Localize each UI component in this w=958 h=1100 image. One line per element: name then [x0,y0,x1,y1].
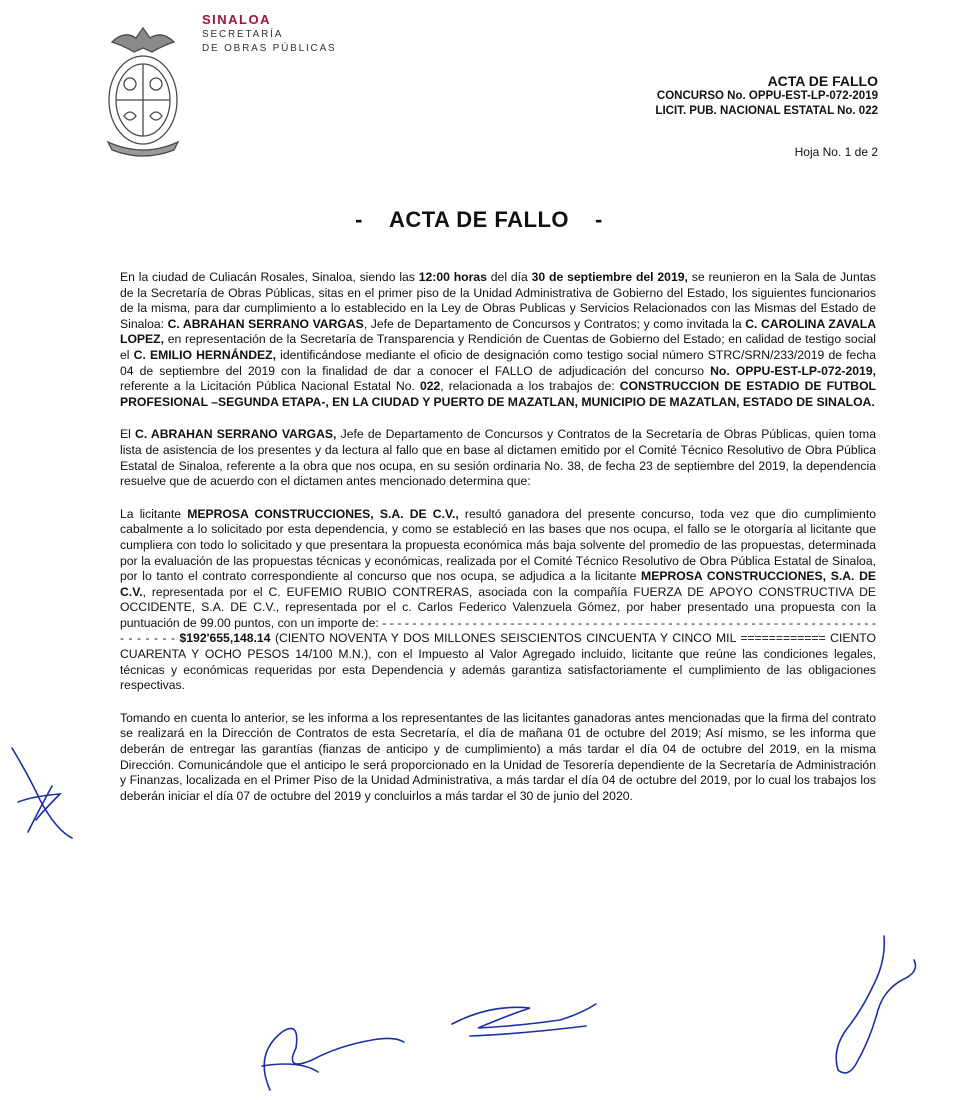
page-number: Hoja No. 1 de 2 [794,145,878,159]
text-bold: MEPROSA CONSTRUCCIONES, S.A. DE C.V. [120,569,876,599]
text-run: , representada por el C. EUFEMIO RUBIO CONTRERAS, asociada con la compañía FUERZA DE APOYO CONSTRUCTIVA DE OCCIDENTE, S.A. DE C.V., representada por el c. Carlos Federico Valenzuela Gómez, por haber presentado una propuesta con la puntuación de 99.00 puntos, con un importe de: - - - - - - - - - - - - - - - - - - - - - - - - - - - - - - - - - - - - - - - - - - - - - - - - - - - - - - - - - - - - - - - - - - - - - - - - - [120,584,876,646]
text-run: La licitante [120,506,188,521]
text-bold: CONSTRUCCION DE ESTADIO DE FUTBOL PROFESIONAL –SEGUNDA ETAPA-, EN LA CIUDAD Y PUERTO DE MAZATLAN, MUNICIPIO DE MAZATLAN, ESTADO DE SINALOA. [120,379,876,409]
secretariat-line-2: DE OBRAS PÚBLICAS [202,43,337,54]
text-run: El [120,427,136,442]
signature-bottom-left [262,1028,404,1090]
text-run: (CIENTO NOVENTA Y DOS MILLONES SEISCIENTOS CINCUENTA Y CINCO MIL ============ CIENTO CUARENTA Y OCHO PESOS 14/100 M.N.), con el Impuesto al Valor Agregado incluido, licitante que reúne las condiciones legales, técnicas y económicas requeridas por esta Dependencia y además garantiza satisfactoriamente el cumplimiento de las obligaciones respectivas. [120,631,876,693]
award-amount: $192'655,148.14 [179,631,271,646]
text-run: identificándose mediante el oficio de designación como testigo social número STRC/SRN/233/2019 de fecha 04 de septiembre del 2019 con la finalidad de dar a conocer el FALLO de adjudicación del concurso [120,347,876,378]
doc-type: ACTA DE FALLO [767,73,878,89]
title-text: ACTA DE FALLO [388,207,570,232]
text-bold: MEPROSA CONSTRUCCIONES, S.A. DE C.V., [187,506,459,521]
text-bold: No. OPPU-EST-LP-072-2019, [710,363,876,378]
paragraph-opening [120,270,876,410]
state-name: SINALOA [202,12,271,27]
text-run: del día [486,270,532,284]
text-bold: 12:00 horas [418,270,487,284]
title-dash-right: - [595,207,603,232]
text-run: En la ciudad de Culiacán Rosales, Sinaloa, siendo las [120,270,419,284]
document-header [655,74,878,119]
text-run: en representación de la Secretaría de Transparencia y Rendición de Cuentas de Gobierno del Estado; en calidad de testigo social el [120,332,876,362]
signature-right-margin [836,936,915,1073]
text-run: , Jefe de Departamento de Concursos y Contratos; y como invitada la [363,316,746,331]
text-run: , relacionada a los trabajos de: [440,379,620,394]
text-run: referente a la Licitación Pública Nacional Estatal No. [120,379,420,394]
signature-bottom-center [452,1004,596,1036]
title-dash-left: - [355,207,363,232]
text-bold: C. EMILIO HERNÁNDEZ, [133,347,276,362]
secretariat-line-1: SECRETARÍA [202,29,284,40]
contest-number: CONCURSO No. OPPU-EST-LP-072-2019 [656,90,878,102]
signature-left-margin [12,748,72,838]
paragraph-award [120,507,876,694]
text-bold: C. ABRAHAN SERRANO VARGAS, [135,427,337,442]
text-run: Jefe de Departamento de Concursos y Contratos de la Secretaría de Obras Públicas, quien toma lista de asistencia de los presentes y da lectura al fallo que en base al dictamen emitido por el Comité Técnico Resolutivo de Obra Pública Estatal de Sinaloa, referente a la obra que nos ocupa, en su sesión ordinaria No. 38, de fecha 23 de septiembre del 2019, la dependencia resuelve que de acuerdo con el dictamen antes mencionado determina que: [120,427,876,489]
state-coat-of-arms-icon [102,24,184,158]
text-bold: 30 de septiembre del 2019, [531,270,688,284]
paragraph-contract-instructions: Tomando en cuenta lo anterior, se les informa a los representantes de las licitantes ganadoras antes mencionadas que la firma del contrato se realizará en la Dirección de Contratos de esta Secretaría, el día de mañana 01 de octubre del 2019; Así mismo, se les informa que deberán de entregar las garantías (fianzas de anticipo y de cumplimiento) a más tardar el día 04 de octubre del 2019, en la misma Dirección. Comunicándole que el anticipo le será proporcionado en la Unidad de Tesorería dependiente de la Secretaría de Administración y Finanzas, localizada en el Primer Piso de la Unidad Administrativa, a más tardar el día 04 de octubre del 2019, por lo cual los trabajos los deberán iniciar el día 07 de octubre del 2019 y concluirlos a más tardar el 30 de junio del 2020. [120,710,876,803]
text-run: se reunieron en la Sala de Juntas de la Secretaría de Obras Públicas, sitas en el primer piso de la Unidad Administrativa de Gobierno del Estado, los siguientes funcionarios de la misma, para dar cumplimiento a lo establecido en la Ley de Obras Publicas y Servicios Relacionados con las Mismas del Estado de Sinaloa: [120,270,876,331]
secretariat-name [202,28,337,56]
tender-number: LICIT. PUB. NACIONAL ESTATAL No. 022 [655,105,878,117]
text-bold: C. ABRAHAN SERRANO VARGAS [167,316,364,331]
text-bold: C. CAROLINA ZAVALA LOPEZ, [120,316,876,347]
text-bold: 022 [419,379,441,394]
paragraph-attendance [120,427,876,489]
document-body [120,270,876,821]
text-run: resultó ganadora del presente concurso, toda vez que dio cumplimiento cabalmente a lo solicitado por esta dependencia, y como se estableció en las bases que nos ocupa, el fallo se le otorgaría al licitante que cumpliera con todo lo solicitado y que presentara la propuesta económica más baja solvente del promedio de las propuestas, determinada por la evaluación de las propuestas técnicas y económicas, realizada por el Comité Técnico Resolutivo de Obra Pública Estatal de Sinaloa, por lo tanto el contrato correspondiente al concurso que nos ocupa, se adjudica a la licitante [120,506,876,584]
page-title [0,207,958,233]
